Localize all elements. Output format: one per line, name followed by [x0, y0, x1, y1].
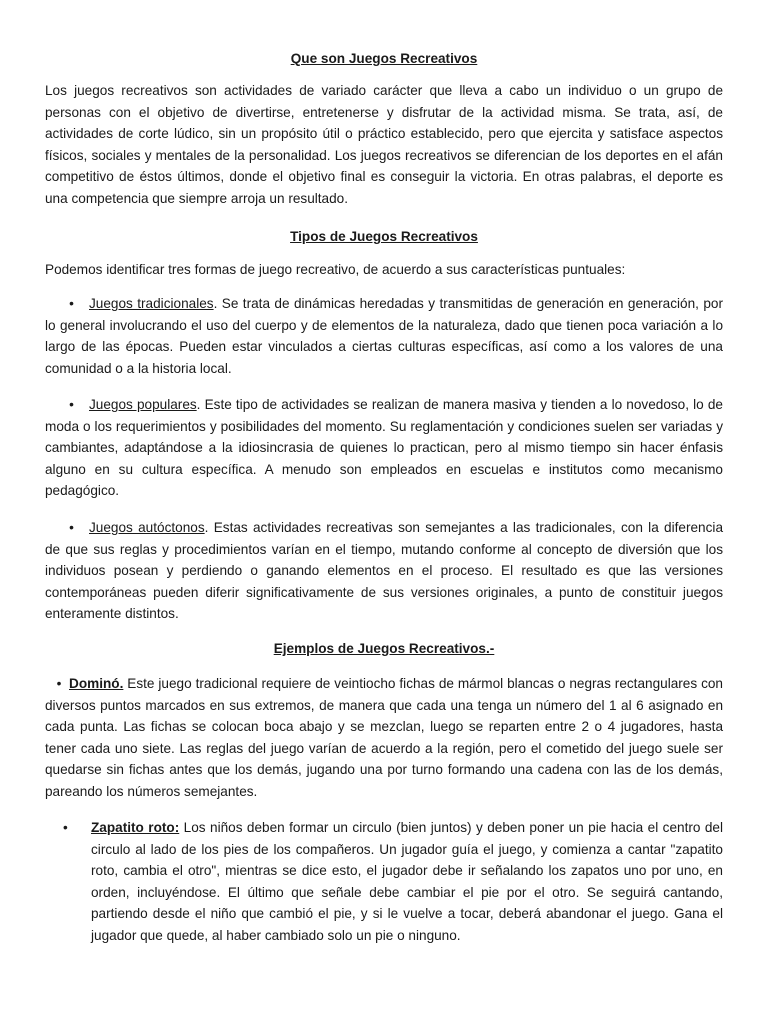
item-text: Este juego tradicional requiere de veintiocho fichas de mármol blancas o negras rectangulares con diversos puntos marcados en sus extremos, de manera que cada una tenga un número del 1 al 6 asignado en cada punta. Las fichas se colocan boca abajo y se mezclan, luego se reparten entre 2 o 4 jugadores, hasta tener cada uno siete. Las reglas del juego varían de acuerdo a la región, pero el cometido del juego suele ser quedarse sin fichas antes que los demás, jugando una por turno formando una cadena con las de los demás, pareando los números semejantes. [45, 676, 723, 799]
section-title-tipos: Tipos de Juegos Recreativos [290, 229, 478, 244]
term-label: Dominó. [69, 676, 124, 691]
term-label: Zapatito roto: [91, 820, 180, 835]
term-label: Juegos autóctonos [89, 520, 205, 535]
bullet-icon: • [69, 397, 74, 412]
bullet-icon: • [69, 520, 74, 535]
paragraph-tipos-intro: Podemos identificar tres formas de juego recreativo, de acuerdo a sus características puntuales: [45, 262, 626, 277]
list-item-domino [45, 673, 723, 803]
term-label: Juegos tradicionales [89, 296, 214, 311]
bullet-icon: • [69, 296, 74, 311]
section-title-ejemplos: Ejemplos de Juegos Recreativos.- [273, 641, 495, 656]
paragraph-definition: Los juegos recreativos son actividades de variado carácter que lleva a cabo un individuo o un grupo de personas con el objetivo de divertirse, entretenerse y disfrutar de la actividad misma. Se trata, así, de actividades de corte lúdico, sin un propósito útil o práctico establecido, pero que ejercita y satisface aspectos físicos, sociales y mentales de la personalidad. Los juegos recreativos se diferencian de los deportes en el afán competitivo de éstos últimos, donde el objetivo final es conseguir la victoria. En otras palabras, el deporte es una competencia que siempre arroja un resultado. [45, 83, 723, 206]
item-text: . Estas actividades recreativas son semejantes a las tradicionales, con la diferencia de que sus reglas y procedimientos varían en el tiempo, mutando conforme al concepto de diversión que los individuos posean y perdiendo o ganando elementos en el proceso. El resultado es que las versiones contemporáneas pueden diferir significativamente de sus versiones originales, a punto de constituir juegos enteramente distintos. [45, 520, 723, 622]
list-item-juegos-tradicionales [45, 293, 723, 379]
bullet-icon: • [56, 676, 62, 691]
list-item-juegos-autoctonos [45, 517, 723, 625]
list-item-zapatito-roto [63, 817, 723, 947]
item-text: . Se trata de dinámicas heredadas y transmitidas de generación en generación, por lo general involucrando el uso del cuerpo y de elementos de la naturaleza, dado que tienen poca variación a lo largo de las épocas. Pueden estar vinculados a ciertas culturas específicas, así como a los valores de una comunidad o a la historia local. [45, 296, 723, 376]
bullet-icon: • [63, 820, 68, 835]
item-text: . Este tipo de actividades se realizan de manera masiva y tienden a lo novedoso, lo de moda o los requerimientos y posibilidades del momento. Su reglamentación y condiciones suelen ser variadas y cambiantes, adaptándose a la idiosincrasia de quienes lo practican, pero al mismo tiempo sin hacer énfasis alguno en su cultura específica. A menudo son empleados en escuelas e institutos como mecanismo pedagógico. [45, 397, 723, 499]
list-item-juegos-populares [45, 394, 723, 502]
term-label: Juegos populares [89, 397, 197, 412]
item-text: Los niños deben formar un circulo (bien juntos) y deben poner un pie hacia el centro del circulo al lado de los pies de los compañeros. Un jugador guía el juego, y comienza a cantar "zapatito roto, cambia el otro", mientras se dice esto, el jugador debe ir señalando los zapatos uno por uno, en orden, incluyéndose. El último que señale debe cambiar el pie por el otro. Se seguirá cantando, partiendo desde el niño que cambió el pie, y si le vuelve a tocar, deberá abandonar el juego. Gana el jugador que quede, al haber cambiado solo un pie o ninguno. [91, 820, 723, 943]
section-title-que-son: Que son Juegos Recreativos [290, 51, 478, 66]
